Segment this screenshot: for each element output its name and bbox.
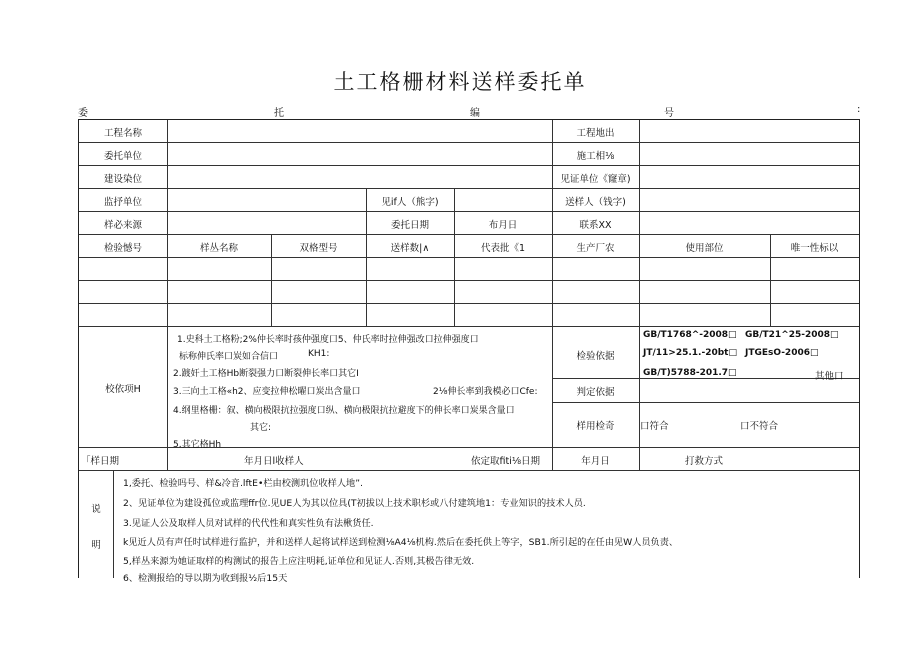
supervisor-unit-label: 监抒单位 — [103, 197, 142, 208]
standard-3: JT/11>25.1.-20bt□ — [643, 348, 737, 358]
serial-char: 委 — [78, 108, 88, 119]
test-item-1b: 标称伸氏率口炭如合信口 — [179, 352, 279, 362]
col-header-test-no: 检验憾号 — [103, 243, 142, 254]
test-item-2: 2.踱奸土工格Hb断裂强力口断裂伸长率口其它I — [173, 369, 359, 379]
delivery-method-label: 打救方式 — [685, 456, 724, 467]
sample-check-label: 样用检奇 — [576, 421, 615, 432]
col-header-manufacturer: 生产厂农 — [576, 243, 615, 254]
sample-source-label: 样必来源 — [103, 220, 142, 231]
contact-label: 联系XX — [579, 220, 612, 231]
date-placeholder-2: 年月日 — [581, 456, 610, 467]
project-name-label: 工程名称 — [103, 128, 142, 139]
standard-5: GB/T)5788-201.7□ — [643, 368, 737, 378]
witness-unit-label: 见证单位《窿章) — [560, 174, 631, 185]
note-2: 2、见证单位为建设孤位或监理ffr位.见UE人为其以位具(T初拔以上技术职杉或八付建筑地1：专业知识的技术人员. — [123, 498, 586, 509]
col-header-sample-name: 样丛名称 — [199, 243, 238, 254]
col-header-unique-id: 唯一性标以 — [790, 243, 839, 254]
standard-4: JTGEsO-2006□ — [745, 348, 819, 358]
test-item-1c: KH1: — [308, 349, 330, 359]
col-header-spec: 双格型号 — [299, 243, 338, 254]
client-unit-label: 委托单位 — [103, 151, 142, 162]
note-1: 1,委托、检验吗号、样&冷音.lftE•栏由校测玑位收样人地”. — [123, 478, 363, 489]
test-basis-label: 检验依据 — [576, 351, 615, 362]
receiver-label: 年月日l收样人 — [244, 456, 304, 467]
serial-char: 编 — [470, 108, 480, 119]
test-items-label: 校依项H — [105, 384, 141, 395]
standard-2: GB/T21^25-2008□ — [745, 330, 839, 340]
test-item-4: 4.纲里格栅：叙、横向极限抗拉强度口纵、横向极限抗拉避度下的伸长率口炭果含量口 — [173, 406, 515, 416]
witness-person-label: 见if人（熊字) — [381, 197, 439, 208]
serial-char: : — [857, 104, 861, 115]
conform-checkbox[interactable]: 口符合 — [640, 421, 669, 432]
test-item-5: 5.其它格Hh — [173, 440, 222, 450]
note-4: k见近人员有声任时试样进行监护，并和送样人起将试样送到检测⅛A4⅛机构.然后在委托供上等字，SB1.所引起的在任由见W人员负责、 — [123, 537, 679, 548]
col-header-quantity: 送样数|∧ — [390, 243, 430, 254]
form-table — [78, 119, 860, 584]
col-header-batch: 代表批《1 — [480, 243, 526, 254]
notes-label-2: 明 — [91, 540, 101, 551]
serial-char: 号 — [664, 108, 674, 119]
note-6: 6、检测报给的导以期为收到报½后15天 — [123, 573, 288, 584]
report-date-label: 依定取fiti⅛日期 — [471, 456, 541, 467]
builder-unit-label: 建设染位 — [103, 174, 142, 185]
test-item-4-other: 其它: — [250, 423, 272, 433]
col-header-location: 使用部位 — [685, 243, 724, 254]
commission-date-label: 委托日期 — [390, 220, 429, 231]
construction-unit-label: 施工相⅛ — [576, 151, 615, 162]
note-3: 3.见证人公及取样人员对试样的代代性和真实性负有法楸货任. — [123, 518, 374, 529]
serial-char: 托 — [274, 108, 284, 119]
form-title: 土工格栅材料送样委托单 — [333, 70, 587, 94]
test-item-1: 1.史科土工格粉;2%仲长率时孩仲强度口5、仲氏率时拉伸强改口拉伸强度口 — [177, 335, 479, 345]
judgment-basis-label: 判定依据 — [576, 387, 615, 398]
test-item-3: 3.三向土工格«h2、应变拉伸松曜口炭出含量口 — [173, 387, 361, 397]
serial-number-row — [78, 104, 860, 118]
notes-label-1: 说 — [91, 504, 101, 515]
standard-other: 其他口 — [815, 371, 844, 382]
date-placeholder: 布月日 — [488, 220, 518, 231]
test-item-3b: 2⅛伸长率到我模必口Cfe: — [433, 387, 538, 397]
nonconform-checkbox[interactable]: 口不符合 — [740, 421, 779, 432]
note-5: 5,样丛来源为她证取样的构测试的报告上应注明耗,证单位和见证人.否则,其极告律无效. — [123, 556, 475, 567]
standard-1: GB/T1768^-2008□ — [643, 330, 737, 340]
sampling-date-label: 「样日期 — [81, 456, 120, 467]
sender-label: 送样人（钱字) — [565, 197, 626, 208]
project-location-label: 工程地出 — [576, 128, 615, 139]
